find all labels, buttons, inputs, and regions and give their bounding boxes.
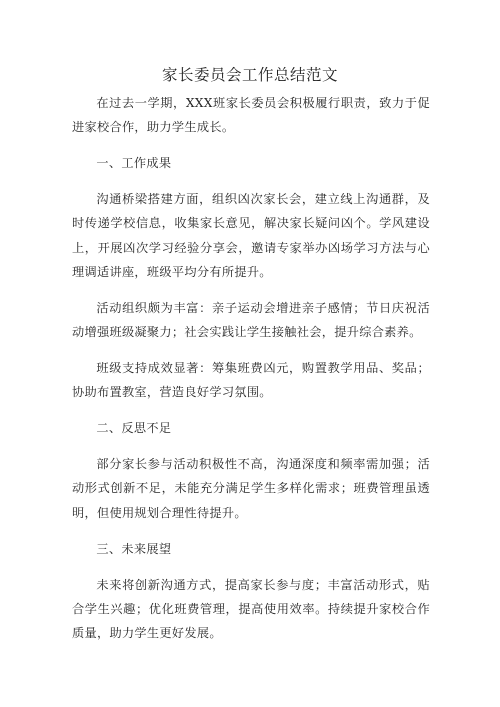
section-heading-outlook: 三、未来展望 [96, 541, 172, 556]
results-paragraph-communication: 沟通桥梁搭建方面，组织凶次家长会，建立线上沟通群，及时传递学校信息，收集家长意见，解决家长疑问凶个。学风建设上，开展凶次学习经验分享会，邀请专家举办凶场学习方法与心理调适讲座，班级平均分有所提升。 [72, 192, 430, 279]
intro-paragraph: 在过去一学期，XXX班家长委员会积极履行职责，致力于促进家校合作，助力学生成长。 [72, 96, 430, 135]
outlook-paragraph: 未来将创新沟通方式，提高家长参与度；丰富活动形式，贴合学生兴趣；优化班费管理，提高使用效率。持续提升家校合作质量，助力学生更好发展。 [72, 577, 430, 641]
reflection-paragraph: 部分家长参与活动积极性不高，沟通深度和频率需加强；活动形式创新不足，未能充分满足学生多样化需求；班费管理虽透明，但使用规划合理性待提升。 [72, 457, 430, 520]
section-heading-results: 一、工作成果 [96, 156, 172, 171]
section-heading-reflection: 二、反思不足 [96, 421, 172, 436]
results-paragraph-class-support: 班级支持成效显著：筹集班费凶元，购置教学用品、奖品；协助布置教室，营造良好学习氛围。 [72, 361, 430, 400]
results-paragraph-activities: 活动组织颇为丰富：亲子运动会增进亲子感情；节日庆祝活动增强班级凝聚力；社会实践让学生接触社会，提升综合素养。 [72, 300, 430, 340]
document-title: 家长委员会工作总结范文 [161, 66, 338, 84]
document-body [72, 91, 430, 657]
